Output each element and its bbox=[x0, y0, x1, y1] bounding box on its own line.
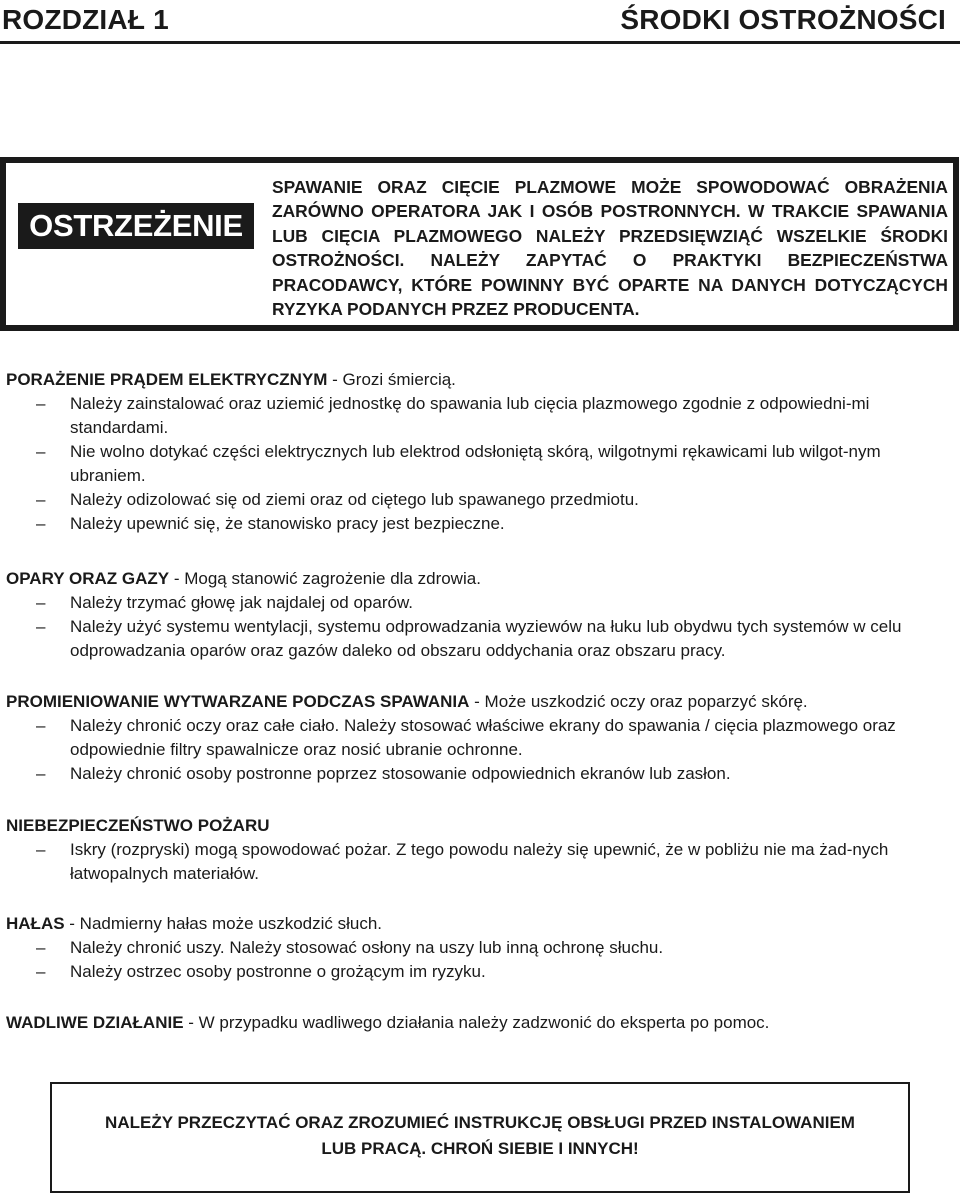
list-item-text: Należy upewnić się, że stanowisko pracy jest bezpieczne. bbox=[70, 514, 505, 533]
section-fumes-gases bbox=[6, 567, 958, 663]
section-title: PORAŻENIE PRĄDEM ELEKTRYCZNYM bbox=[6, 370, 328, 389]
list-item-text: Należy użyć systemu wentylacji, systemu odprowadzania wyziewów na łuku lub obydwu tych systemów w celu odprowadzania oparów oraz gazów daleko od obszaru oddychania oraz obszaru pracy. bbox=[70, 617, 902, 660]
section-noise bbox=[6, 912, 958, 984]
list-item-text: Należy chronić oczy oraz całe ciało. Należy stosować właściwe ekrany do spawania / cięcia plazmowego oraz odpowiednie filtry spawalnicze oraz nosić ubranie ochronne. bbox=[70, 716, 896, 759]
section-subtitle: - Nadmierny hałas może uszkodzić słuch. bbox=[64, 914, 383, 933]
list-item bbox=[6, 838, 958, 886]
dash-bullet: – bbox=[36, 617, 46, 636]
warning-box bbox=[0, 157, 959, 331]
list-item bbox=[6, 615, 958, 663]
notice-line-1: NALEŻY PRZECZYTAĆ ORAZ ZROZUMIEĆ INSTRUKCJĘ OBSŁUGI PRZED INSTALOWANIEM bbox=[105, 1113, 855, 1132]
list-item bbox=[6, 960, 958, 984]
section-title: OPARY ORAZ GAZY bbox=[6, 569, 170, 588]
list-item bbox=[6, 488, 958, 512]
list-item bbox=[6, 591, 958, 615]
section-subtitle: - Grozi śmiercią. bbox=[327, 370, 456, 389]
list-item-text: Nie wolno dotykać części elektrycznych lub elektrod odsłoniętą skórą, wilgotnymi rękawicami lub wilgot-nym ubraniem. bbox=[70, 442, 881, 485]
section-title: NIEBEZPIECZEŃSTWO POŻARU bbox=[6, 816, 270, 835]
section-heading bbox=[6, 567, 958, 591]
dash-bullet: – bbox=[36, 962, 46, 981]
section-fire-hazard bbox=[6, 814, 958, 886]
section-heading bbox=[6, 912, 958, 936]
section-subtitle: - Może uszkodzić oczy oraz poparzyć skórę. bbox=[469, 692, 808, 711]
list-item-text: Należy chronić osoby postronne poprzez stosowanie odpowiednich ekranów lub zasłon. bbox=[70, 764, 731, 783]
dash-bullet: – bbox=[36, 938, 46, 957]
list-item bbox=[6, 762, 958, 786]
list-item-text: Należy ostrzec osoby postronne o grożącym im ryzyku. bbox=[70, 962, 486, 981]
section-heading bbox=[6, 368, 958, 392]
warning-label: OSTRZEŻENIE bbox=[18, 203, 254, 249]
section-heading bbox=[6, 814, 958, 838]
dash-bullet: – bbox=[36, 840, 46, 859]
section-malfunction bbox=[6, 1011, 958, 1035]
warning-text: SPAWANIE ORAZ CIĘCIE PLAZMOWE MOŻE SPOWODOWAĆ OBRAŻENIA ZARÓWNO OPERATORA JAK I OSÓB POSTRONNYCH. W TRAKCIE SPAWANIA LUB CIĘCIA PLAZMOWEGO NALEŻY PRZEDSIĘWZIĄĆ WSZELKIE ŚRODKI OSTROŻNOŚCI. NALEŻY ZAPYTAĆ O PRAKTYKI BEZPIECZEŃSTWA PRACODAWCY, KTÓRE POWINNY BYĆ OPARTE NA DANYCH DOTYCZĄCYCH RYZYKA PODANYCH PRZEZ PRODUCENTA. bbox=[272, 177, 948, 320]
list-item-text: Iskry (rozpryski) mogą spowodować pożar. Z tego powodu należy się upewnić, że w pobliżu nie ma żad-nych łatwopalnych materiałów. bbox=[70, 840, 889, 883]
list-item bbox=[6, 440, 958, 488]
section-title: PROMIENIOWANIE WYTWARZANE PODCZAS SPAWANIA bbox=[6, 692, 470, 711]
section-title: WADLIWE DZIAŁANIE bbox=[6, 1013, 184, 1032]
section-title: HAŁAS bbox=[6, 914, 65, 933]
dash-bullet: – bbox=[36, 593, 46, 612]
dash-bullet: – bbox=[36, 514, 46, 533]
dash-bullet: – bbox=[36, 490, 46, 509]
list-item-text: Należy zainstalować oraz uziemić jednostkę do spawania lub cięcia plazmowego zgodnie z odpowiedni-mi standardami. bbox=[70, 394, 870, 437]
section-heading bbox=[6, 690, 958, 714]
section-arc-radiation bbox=[6, 690, 958, 786]
section-subtitle: - Mogą stanowić zagrożenie dla zdrowia. bbox=[169, 569, 481, 588]
list-item bbox=[6, 512, 958, 536]
list-item bbox=[6, 936, 958, 960]
page-header bbox=[0, 0, 960, 44]
chapter-label: ROZDZIAŁ 1 bbox=[2, 4, 169, 35]
list-item bbox=[6, 392, 958, 440]
list-item-text: Należy trzymać głowę jak najdalej od oparów. bbox=[70, 593, 414, 612]
dash-bullet: – bbox=[36, 764, 46, 783]
list-item-text: Należy chronić uszy. Należy stosować osłony na uszy lub inną ochronę słuchu. bbox=[70, 938, 664, 957]
chapter-title: ŚRODKI OSTROŻNOŚCI bbox=[620, 4, 946, 35]
section-subtitle: - W przypadku wadliwego działania należy zadzwonić do eksperta po pomoc. bbox=[183, 1013, 770, 1032]
section-heading bbox=[6, 1011, 958, 1035]
dash-bullet: – bbox=[36, 716, 46, 735]
list-item bbox=[6, 714, 958, 762]
notice-box bbox=[50, 1082, 910, 1193]
dash-bullet: – bbox=[36, 394, 46, 413]
section-electric-shock bbox=[6, 368, 958, 536]
dash-bullet: – bbox=[36, 442, 46, 461]
list-item-text: Należy odizolować się od ziemi oraz od ciętego lub spawanego przedmiotu. bbox=[70, 490, 639, 509]
notice-text bbox=[52, 1110, 908, 1162]
notice-line-2: LUB PRACĄ. CHROŃ SIEBIE I INNYCH! bbox=[321, 1139, 639, 1158]
